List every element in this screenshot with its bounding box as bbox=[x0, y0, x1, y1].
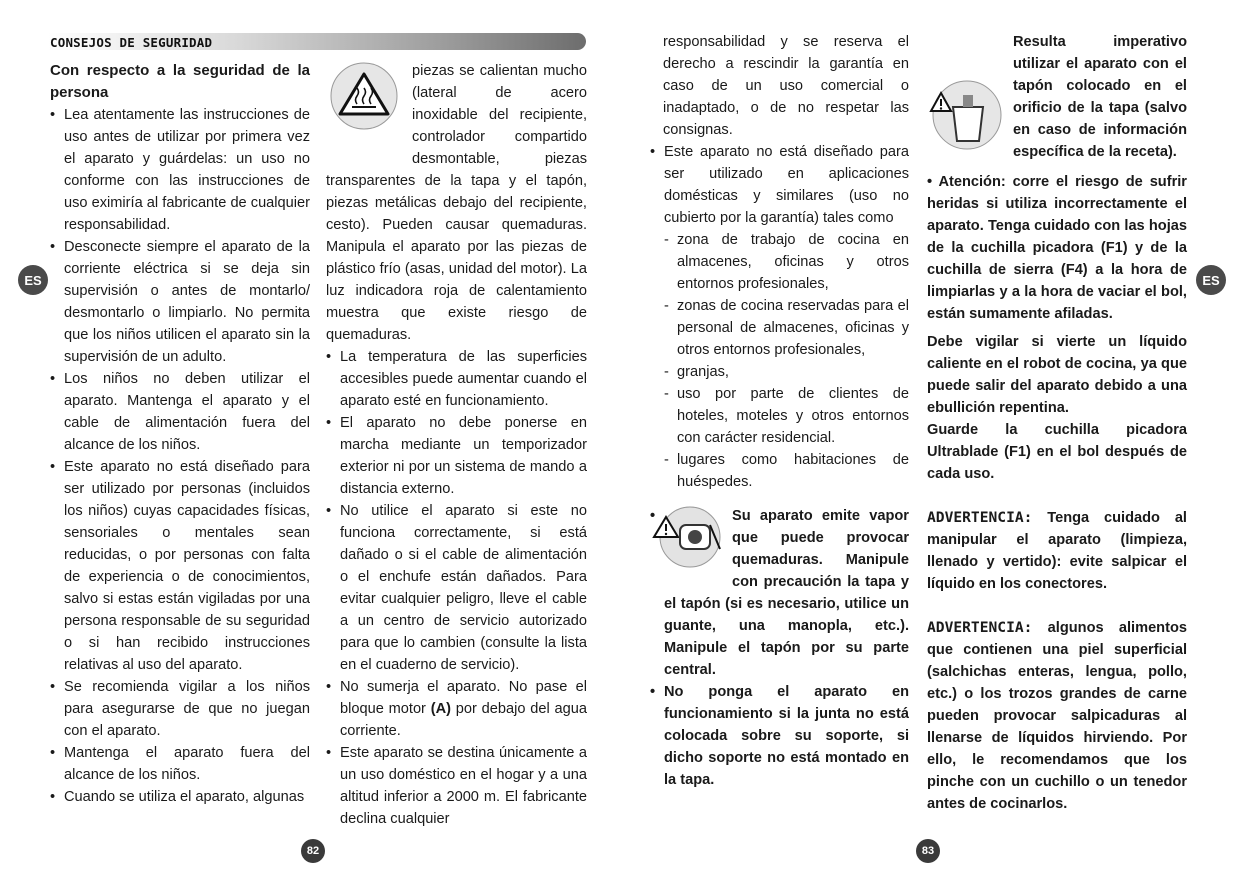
dash-item: - granjas, bbox=[664, 361, 909, 383]
list-item: • Desconecte siempre el aparato de la corriente eléctrica si se deja sin supervisión o antes de montarlo/ desmontarlo o limpiarlo. No permita que los niños utilicen el aparato sin la supervisión de un adulto. bbox=[50, 236, 310, 368]
warranty-text: responsabilidad y se reserva el derecho a rescindir la garantía en caso de un uso comercial o inadaptado, o de no respetar las consignas. bbox=[663, 34, 909, 138]
hot-surface-icon bbox=[326, 60, 404, 152]
section-title: CONSEJOS DE SEGURIDAD bbox=[50, 35, 213, 50]
list-item: • El aparato no debe ponerse en marcha mediante un temporizador exterior ni por un sistema de mando a distancia externo. bbox=[326, 412, 587, 500]
list-item: • Este aparato no está diseñado para ser utilizado en aplicaciones domésticas y similares (uso no cubierto por la garantía) tales como - zona de trabajo de cocina en almacenes, oficinas y otros entornos profesionales, - zonas de cocina reservadas para el personal de almacenes, oficinas y otros entornos profesionales, - granjas, - uso por parte de clientes de hoteles, moteles y otros entornos con carácter residencial. - lugares como habitaciones de huéspedes. bbox=[650, 141, 909, 493]
list-item: • No sumerja el aparato. No pase el bloque motor (A) por debajo del agua corriente. bbox=[326, 676, 587, 742]
professional-use-list bbox=[650, 141, 909, 493]
list-item: • Este aparato no está diseñado para ser utilizado por personas (incluidos los niños) cuyas capacidades físicas, sensoriales o mentales sean reducidas, o por personas con falta de experiencia o de conocimientos, salvo si estas están vigiladas por una persona responsable de su seguridad o si han recibido instrucciones relativas al uso del aparato. bbox=[50, 456, 310, 676]
hot-liquid-text: Debe vigilar si vierte un líquido caliente en el robot de cocina, ya que puede salir del aparato debido a una ebullición repentina. bbox=[927, 334, 1187, 416]
list-item: • Este aparato se destina únicamente a un uso doméstico en el hogar y a una altitud inferior a 2000 m. El fabricante declina cualquier bbox=[326, 742, 587, 830]
list-item: • Mantenga el aparato fuera del alcance de los niños. bbox=[50, 742, 310, 786]
dash-item: - zonas de cocina reservadas para el personal de almacenes, oficinas y otros entornos profesionales, bbox=[664, 295, 909, 361]
ultrablade-text: Guarde la cuchilla picadora Ultrablade (F1) en el bol después de cada uso. bbox=[927, 422, 1187, 482]
language-tab-left: ES bbox=[18, 265, 48, 295]
usage-list bbox=[326, 346, 587, 830]
column-3 bbox=[650, 31, 909, 791]
steam-warning-icon bbox=[650, 505, 724, 571]
warning-connectors: ADVERTENCIA: Tenga cuidado al manipular el aparato (limpieza, llenado y vertido): evite salpicar el líquido en los conectores. bbox=[927, 509, 1187, 592]
dash-item: - uso por parte de clientes de hoteles, moteles y otros entornos con carácter residencial. bbox=[664, 383, 909, 449]
column-1 bbox=[50, 60, 310, 808]
lid-warning-icon bbox=[927, 77, 1005, 157]
language-tab-right: ES bbox=[1196, 265, 1226, 295]
list-item: • Cuando se utiliza el aparato, algunas bbox=[50, 786, 310, 808]
column-4 bbox=[927, 31, 1187, 815]
lid-requirement-text: Resulta imperativo utilizar el aparato con el tapón colocado en el orificio de la tapa (salvo en caso de información específica de la receta). bbox=[1013, 34, 1187, 160]
list-item: • No utilice el aparato si este no funciona correctamente, si está dañado o si el cable de alimentación o el enchufe están dañados. Para evitar cualquier peligro, lleve el cable a un centro de servicio autorizado para que lo cambien (consulte la lista en el cuaderno de servicio). bbox=[326, 500, 587, 676]
hot-parts-text: piezas se calientan mucho (lateral de acero inoxidable del recipiente, controlador compartido desmontable, piezas transparentes de la tapa y el tapón, piezas metálicas debajo del recipiente, cesto). Pueden causar quemaduras. Manipula el aparato por las piezas de plástico frío (asas, unidad del motor). La luz indicadora roja de calentamiento muestra que existe riesgo de quemaduras. bbox=[326, 63, 587, 343]
page-number-left: 82 bbox=[301, 839, 325, 863]
attention-text: • Atención: corre el riesgo de sufrir heridas si utiliza incorrectamente el aparato. Tenga cuidado con las hojas de la cuchilla picadora (F1) y de la cuchilla de sierra (F4) a la hora de limpiarlas y a la hora de vaciar el bol, están sumamente afiladas. bbox=[927, 174, 1187, 322]
list-item: • Lea atentamente las instrucciones de uso antes de utilizar por primera vez el aparato y guárdelas: un uso no conforme con las instrucciones de uso eximiría al fabricante de cualquier responsabilidad. bbox=[50, 104, 310, 236]
column-2 bbox=[326, 60, 587, 830]
part-label-a: (A) bbox=[430, 701, 451, 717]
dash-list bbox=[664, 229, 909, 493]
list-item: • No ponga el aparato en funcionamiento si la junta no está colocada sobre su soporte, si dicho soporte no está montado en la tapa. bbox=[650, 681, 909, 791]
steam-warning-list bbox=[650, 505, 909, 791]
dash-item: - lugares como habitaciones de huéspedes. bbox=[664, 449, 909, 493]
list-item: • Se recomienda vigilar a los niños para asegurarse de que no juegan con el aparato. bbox=[50, 676, 310, 742]
list-item: • Los niños no deben utilizar el aparato. Mantenga el aparato y el cable de alimentación fuera del alcance de los niños. bbox=[50, 368, 310, 456]
list-item: • La temperatura de las superficies accesibles puede aumentar cuando el aparato esté en funcionamiento. bbox=[326, 346, 587, 412]
personal-safety-heading: Con respecto a la seguridad de la persona bbox=[50, 62, 310, 101]
page-number-right: 83 bbox=[916, 839, 940, 863]
personal-safety-list bbox=[50, 104, 310, 808]
steam-warning-text: Su aparato emite vapor que puede provocar quemaduras. Manipule con precaución la tapa y el tapón (si es necesario, utilice un guante, una manopla, etc.). Manipule el tapón por su parte central. bbox=[664, 508, 909, 678]
list-item bbox=[650, 505, 909, 681]
dash-item: - zona de trabajo de cocina en almacenes, oficinas y otros entornos profesionales, bbox=[664, 229, 909, 295]
warning-splashes: ADVERTENCIA: algunos alimentos que contienen una piel superficial (salchichas enteras, lengua, pollo, etc.) o los trozos grandes de carne pueden provocar salpicaduras al llenarse de líquidos hirviendo. Por ello, le recomendamos que los pinche con un cuchillo o un tenedor antes de cocinarlos. bbox=[927, 619, 1187, 812]
